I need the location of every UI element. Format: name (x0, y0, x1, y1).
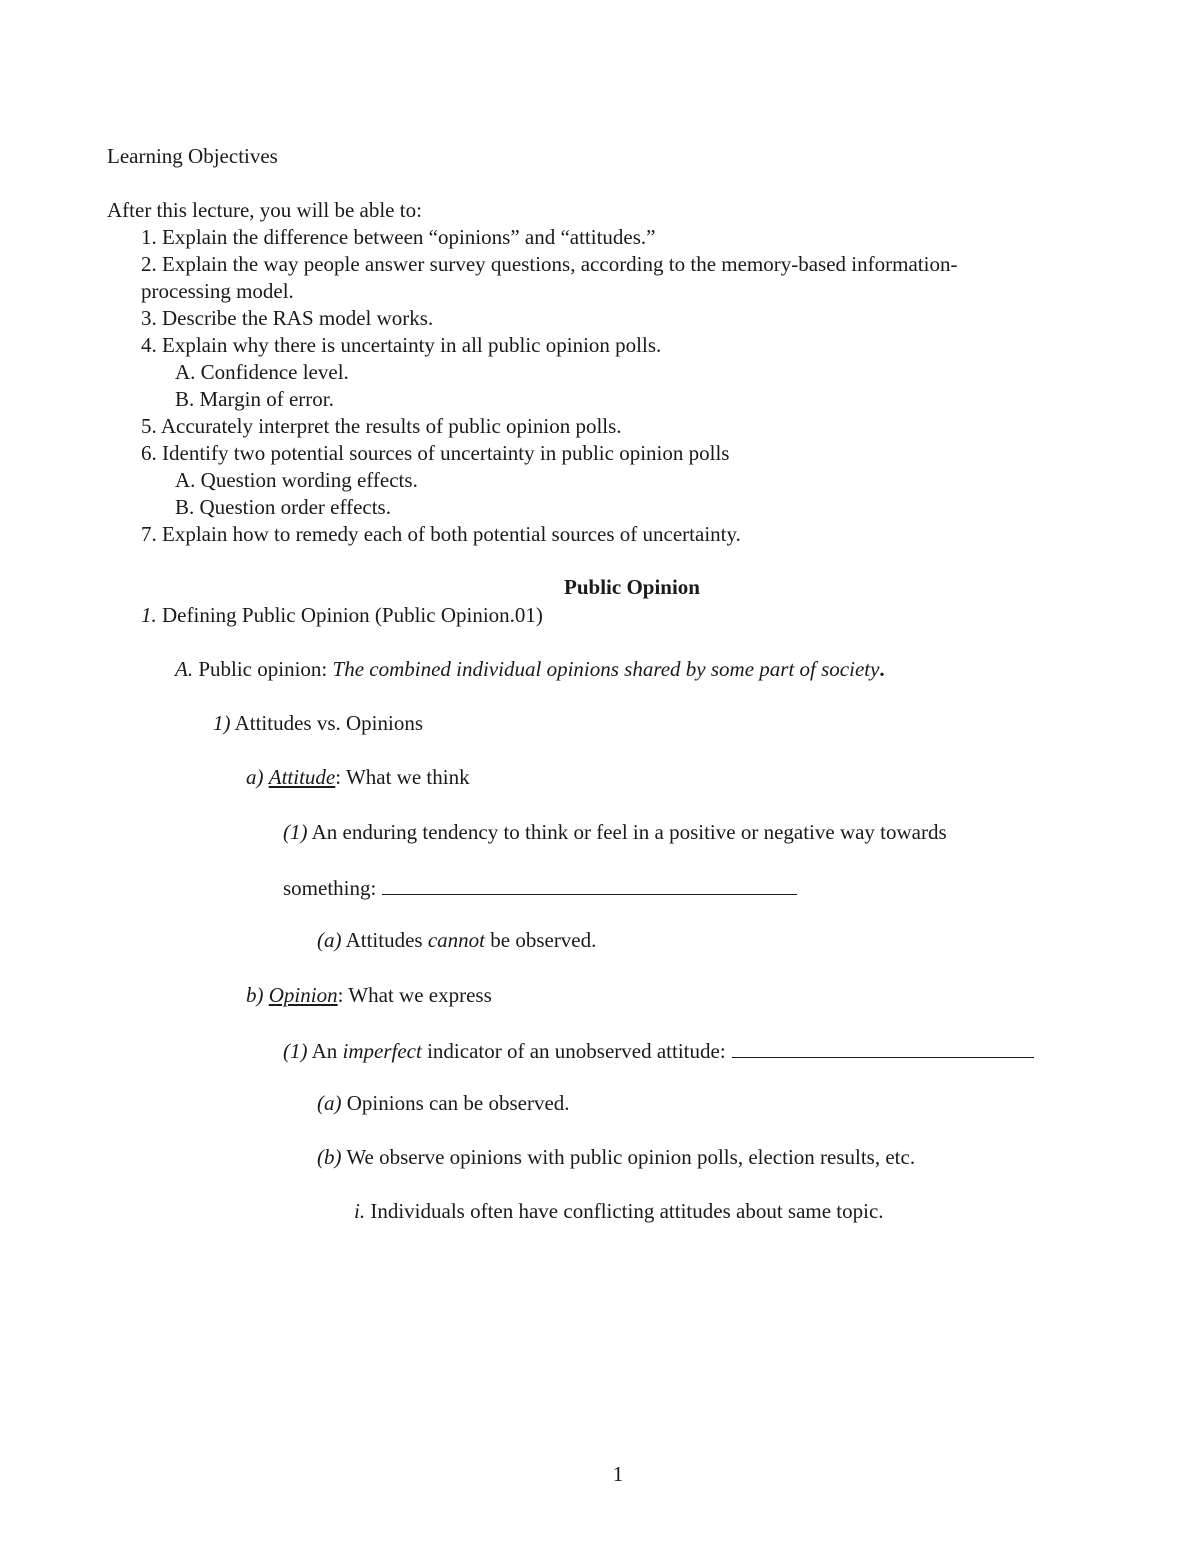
objective-item: 4. Explain why there is uncertainty in all public opinion polls. (141, 333, 662, 357)
objective-item: 1. Explain the difference between “opinions” and “attitudes.” (141, 225, 656, 249)
objectives-intro: After this lecture, you will be able to: (107, 198, 422, 222)
objective-subitem: A. Confidence level. (175, 360, 349, 384)
outline-a-a: (a) Attitudes cannot be observed. (317, 928, 597, 952)
objective-item: processing model. (141, 279, 294, 303)
outline-a: a) Attitude: What we think (246, 765, 470, 789)
outline-a-1: (1) An enduring tendency to think or feel in a positive or negative way towards (283, 820, 947, 844)
outline-b-a: (a) Opinions can be observed. (317, 1091, 570, 1115)
fill-in-blank (732, 1039, 1034, 1058)
objective-item: 5. Accurately interpret the results of public opinion polls. (141, 414, 622, 438)
section-title: Public Opinion (564, 575, 700, 599)
outline-1-paren: 1) Attitudes vs. Opinions (213, 711, 424, 735)
outline-A: A. Public opinion: The combined individual opinions shared by some part of society. (175, 657, 885, 681)
outline-b-1: (1) An imperfect indicator of an unobserved attitude: (283, 1039, 1034, 1062)
outline-i: i. Individuals often have conflicting attitudes about same topic. (354, 1199, 884, 1223)
objective-item: 7. Explain how to remedy each of both potential sources of uncertainty. (141, 522, 741, 546)
objective-item: 6. Identify two potential sources of uncertainty in public opinion polls (141, 441, 730, 465)
outline-1: 1. Defining Public Opinion (Public Opinion.01) (141, 603, 543, 627)
objective-item: 3. Describe the RAS model works. (141, 306, 434, 330)
outline-b-b: (b) We observe opinions with public opinion polls, election results, etc. (317, 1145, 916, 1169)
objective-item: 2. Explain the way people answer survey questions, according to the memory-based information- (141, 252, 958, 276)
objective-subitem: B. Question order effects. (175, 495, 391, 519)
objective-subitem: B. Margin of error. (175, 387, 334, 411)
objective-subitem: A. Question wording effects. (175, 468, 418, 492)
page-number: 1 (612, 1462, 624, 1486)
outline-a-1-cont: something: (283, 876, 797, 899)
outline-b: b) Opinion: What we express (246, 983, 492, 1007)
fill-in-blank (382, 876, 797, 895)
learning-objectives-heading: Learning Objectives (107, 144, 278, 168)
